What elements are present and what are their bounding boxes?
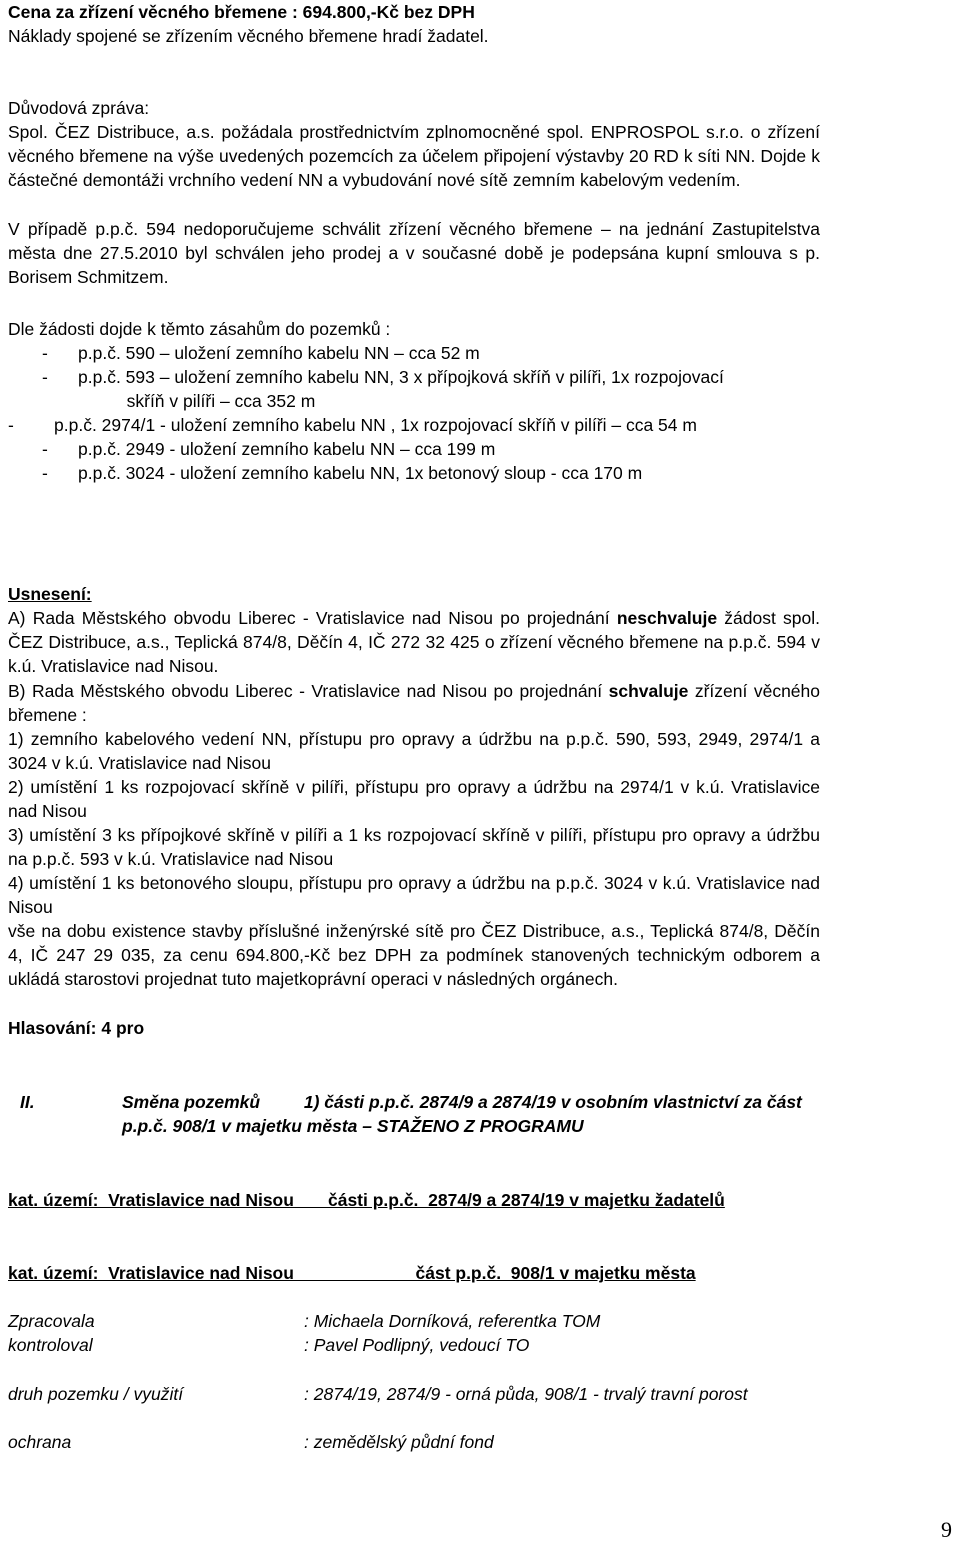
document-page: Cena za zřízení věcného břemene : 694.800,-Kč bez DPH Náklady spojené se zřízením věcného břemene hradí žadatel. Důvodová zpráva: Spol. ČEZ Distribuce, a.s. požádala prostřednictvím zplnomocněné spol. ENPROSPOL s.r.o. o zřízení věcného břemene na výše uvedených pozemcích za účelem připojení výstavby 20 RD k síti NN. Dojde k částečné demontáži vrchního vedení NN a vybudování nové sítě zemním kabelovým vedením. V případě p.p.č. 594 nedoporučujeme schválit zřízení věcného břemene – na jednání Zastupitelstva města dne 27.5.2010 byl schválen jeho prodej a v současné době je podepsána kupní smlouva s p. Borisem Schmitzem. Dle žádosti dojde k těmto zásahům do pozemků : - p.p.č. 590 – uložení zemního kabelu NN – cca 52 m - p.p.č. 593 – uložení zemního kabelu NN, 3 x přípojková skříň v pilíři, 1x rozpojovací skříň v pilíři – cca 352 m - p.p.č. 2974/1 - uložení zemního kabelu NN , 1x rozpojovací skříň v pilíři – cca 54 m - p.p.č. 2949 - uložení zemního kabelu NN – cca 199 m - p.p.č. 3024 - uložení zemního kabelu NN, 1x betonový sloup - cca 170 m Usnesení: A) Rada Městského obvodu Liberec - Vratislavice nad Nisou po projednání neschvaluje žádost spol. ČEZ Distribuce, a.s., Teplická 874/8, Děčín 4, IČ 272 32 425 o zřízení věcného břemene na p.p.č. 594 v k.ú. Vratislavice nad Nisou. B) Rada Městského obvodu Liberec - Vratislavice nad Nisou po projednání schvaluje zřízení věcného břemene : 1) zemního kabelového vedení NN, přístupu pro opravy a údržbu na p.p.č. 590, 593, 2949, 2974/1 a 3024 v k.ú. Vratislavice nad Nisou 2) umístění 1 ks rozpojovací skříně v pilíři, přístupu pro opravy a údržbu na 2974/1 v k.ú. Vratislavice nad Nisou 3) umístění 3 ks přípojkové skříně v pilíři a 1 ks rozpojovací skříně v pilíři, přístupu pro opravy a údržbu na p.p.č. 593 v k.ú. Vratislavice nad Nisou 4) umístění 1 ks betonového sloupu, přístupu pro opravy a údržbu na p.p.č. 3024 v k.ú. Vratislavice nad Nisou vše na dobu existence stavby příslušné inženýrské sítě pro ČEZ Distribuce, a.s., Teplická 874/8, Děčín 4, IČ 247 29 035, za cenu 694.800,-Kč bez DPH za podmínek stanovených technickým odborem a ukládá starostovi projednat tuto majetkoprávní operaci v následných orgánech. Hlasování: 4 pro II. Směna pozemků 1) části p.p.č. 2874/9 a 2874/19 v osobním vlastnictví za část p.p.č. 908/1 v majetku města – STAŽENO Z PROGRAMU kat. území: Vratislavice nad Nisou části p.p.č. 2874/9 a 2874/19 v majetku žadatelů kat. území: Vratislavice nad Nisou část p.p.č. 908/1 v majetku města Zpracovala : Michaela Dorníková, referentka TOM kontroloval : Pavel Podlipný, vedoucí TO druh pozemku / využití : 2874/19, 2874/9 - orná půda, 908/1 - trvalý travní porost ochrana : zemědělský půdní fond 9 [8, 2, 952, 1542]
interventions-list [8, 341, 828, 485]
report-paragraph-2: V případě p.p.č. 594 nedoporučujeme schválit zřízení věcného břemene – na jednání Zastupitelstva města dne 27.5.2010 byl schválen jeho prodej a v současné době je podepsána kupní smlouva s p. Borisem Schmitzem. [8, 219, 820, 287]
resolution-b3: 3) umístění 3 ks přípojkové skříně v pilíři a 1 ks rozpojovací skříně v pilíři, přístupu pro opravy a údržbu na p.p.č. 593 v k.ú. Vratislavice nad Nisou [8, 825, 820, 869]
report-paragraph-1: Spol. ČEZ Distribuce, a.s. požádala prostřednictvím zplnomocněné spol. ENPROSPOL s.r.o. o zřízení věcného břemene na výše uvedených pozemcích za účelem připojení výstavby 20 RD k síti NN. Dojde k částečné demontáži vrchního vedení NN a vybudování nové sítě zemním kabelovým vedením. [8, 122, 820, 190]
list-item: - p.p.č. 3024 - uložení zemního kabelu NN, 1x betonový sloup - cca 170 m [42, 463, 643, 483]
resolution-b2: 2) umístění 1 ks rozpojovací skříně v pilíři, přístupu pro opravy a údržbu na 2974/1 v k.ú. Vratislavice nad Nisou [8, 777, 820, 821]
section-title-line-2: p.p.č. 908/1 v majetku města – STAŽENO Z PROGRAMU [122, 1116, 584, 1136]
resolution-heading: Usnesení: [8, 584, 92, 604]
resolution-a: A) Rada Městského obvodu Liberec - Vratislavice nad Nisou po projednání neschvaluje žádost spol. ČEZ Distribuce, a.s., Teplická 874/8, Děčín 4, IČ 272 32 425 o zřízení věcného břemene na p.p.č. 594 v k.ú. Vratislavice nad Nisou. [8, 608, 821, 676]
costs-line: Náklady spojené se zřízením věcného břemene hradí žadatel. [8, 26, 489, 46]
list-item: - p.p.č. 590 – uložení zemního kabelu NN – cca 52 m [42, 343, 480, 363]
kat-uzemi-1: kat. území: Vratislavice nad Nisou části p.p.č. 2874/9 a 2874/19 v majetku žadatelů [8, 1190, 725, 1210]
resolution-b4: 4) umístění 1 ks betonového sloupu, přístupu pro opravy a údržbu na p.p.č. 3024 v k.ú. Vratislavice nad Nisou [8, 873, 820, 917]
resolution-b1: 1) zemního kabelového vedení NN, přístupu pro opravy a údržbu na p.p.č. 590, 593, 2949, 2974/1 a 3024 v k.ú. Vratislavice nad Nisou [8, 729, 820, 773]
list-item: - p.p.č. 2949 - uložení zemního kabelu NN – cca 199 m [42, 439, 496, 459]
section-title-line-1: Směna pozemků 1) části p.p.č. 2874/9 a 2874/19 v osobním vlastnictví za část [122, 1092, 802, 1112]
resolution-b: B) Rada Městského obvodu Liberec - Vratislavice nad Nisou po projednání schvaluje zřízení věcného břemene : [8, 681, 820, 725]
list-item: - p.p.č. 593 – uložení zemního kabelu NN, 3 x přípojková skříň v pilíři, 1x rozpojovací [42, 367, 724, 387]
price-line: Cena za zřízení věcného břemene : 694.800,-Kč bez DPH [8, 2, 475, 22]
section-number: II. [20, 1092, 35, 1112]
interventions-heading: Dle žádosti dojde k těmto zásahům do pozemků : [8, 319, 391, 339]
report-heading: Důvodová zpráva: [8, 98, 150, 118]
list-item: - p.p.č. 2974/1 - uložení zemního kabelu NN , 1x rozpojovací skříň v pilíři – cca 54 m [8, 415, 697, 435]
vote: Hlasování: 4 pro [8, 1018, 145, 1038]
page-number: 9 [941, 1517, 952, 1542]
list-item: skříň v pilíři – cca 352 m [78, 391, 316, 411]
kat-uzemi-2: kat. území: Vratislavice nad Nisou část p.p.č. 908/1 v majetku města [8, 1263, 696, 1283]
resolution-b-tail: vše na dobu existence stavby příslušné inženýrské sítě pro ČEZ Distribuce, a.s., Teplická 874/8, Děčín 4, IČ 247 29 035, za cenu 694.800,-Kč bez DPH za podmínek stanovených technickým odborem a ukládá starostovi projednat tuto majetkoprávní operaci v následných orgánech. [8, 921, 820, 989]
